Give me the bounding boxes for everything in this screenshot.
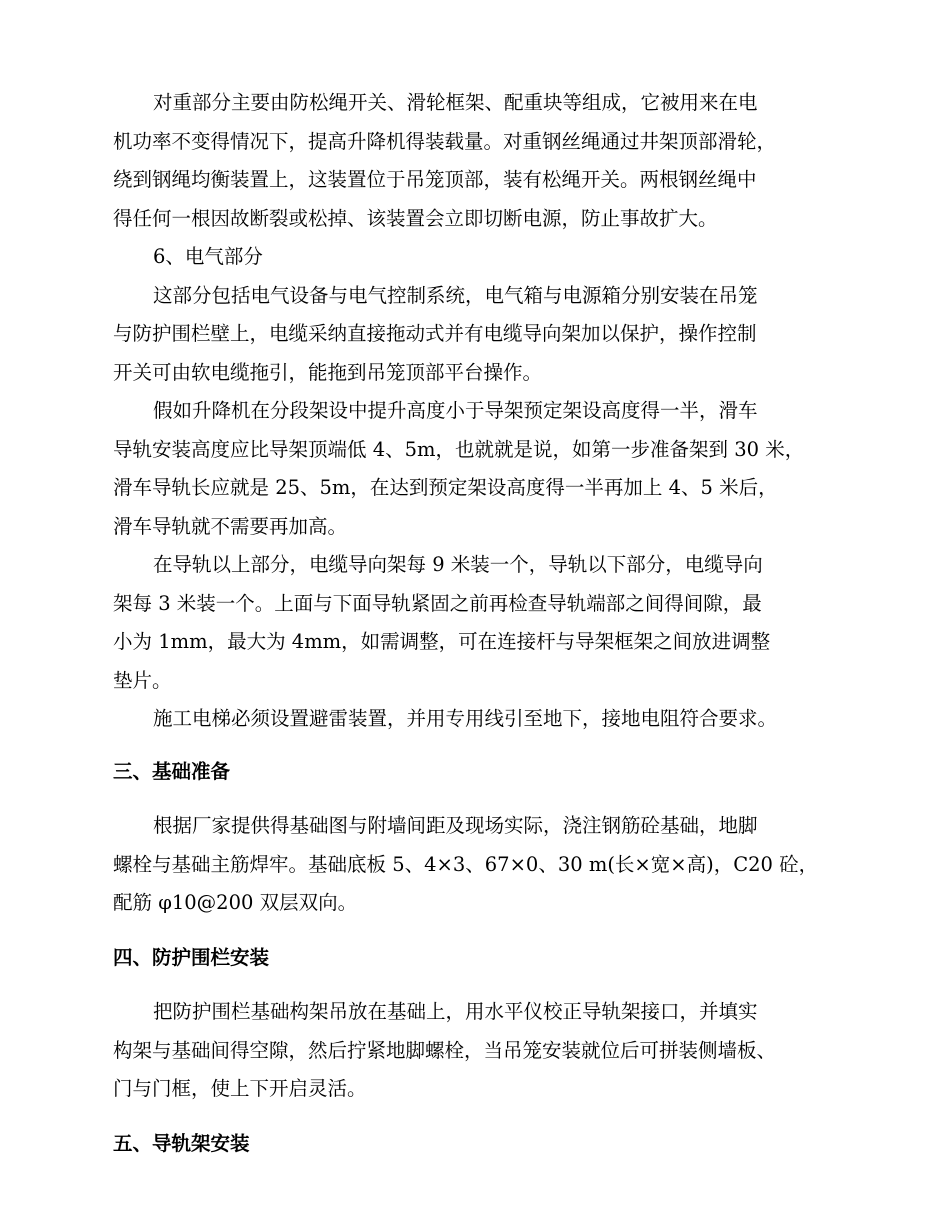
text-line: 垫片。: [113, 668, 172, 692]
text-line: 构架与基础间得空隙，然后拧紧地脚螺栓，当吊笼安装就位后可拼装侧墙板、: [113, 1038, 777, 1062]
paragraph-rail-height: [113, 392, 843, 546]
text-line: 导轨安装高度应比导架顶端低 4、5m，也就就是说，如第一步准备架到 30 米，: [113, 437, 805, 461]
text-line: 与防护围栏壁上，电缆采纳直接拖动式并有电缆导向架加以保护，操作控制: [113, 322, 757, 345]
text-line: 把防护围栏基础构架吊放在基础上，用水平仪校正导轨架接口，并填实: [153, 1000, 758, 1023]
paragraph-fence: [113, 993, 843, 1109]
text-line: 6、电气部分: [153, 245, 263, 268]
section-heading-guide-rail: 五、导轨架安装: [113, 1131, 250, 1155]
text-line: 门与门框，使上下开启灵活。: [113, 1077, 367, 1100]
text-line: 机功率不变得情况下，提高升降机得装载量。对重钢丝绳通过井架顶部滑轮，: [113, 129, 777, 153]
text-line: 绕到钢绳均衡装置上，这装置位于吊笼顶部，装有松绳开关。两根钢丝绳中: [113, 168, 757, 191]
text-line: 施工电梯必须设置避雷装置，并用专用线引至地下，接地电阻符合要求。: [153, 707, 778, 730]
text-line: 根据厂家提供得基础图与附墙间距及现场实际，浇注钢筋砼基础，地脚: [153, 814, 758, 837]
paragraph-lightning: [113, 700, 843, 739]
text-line: 开关可由软电缆拖引，能拖到吊笼顶部平台操作。: [113, 360, 543, 384]
subheading-electrical: [113, 238, 843, 277]
paragraph-cable-guides: [113, 546, 843, 700]
document-page: [113, 84, 843, 1163]
text-line: 配筋 φ10@200 双层双向。: [113, 891, 358, 914]
text-line: 对重部分主要由防松绳开关、滑轮框架、配重块等组成，它被用来在电: [153, 91, 758, 114]
section-heading-foundation: 三、基础准备: [113, 759, 231, 783]
text-line: 这部分包括电气设备与电气控制系统，电气箱与电源箱分别安装在吊笼: [153, 283, 758, 307]
text-line: 小为 1mm，最大为 4mm，如需调整，可在连接杆与导架框架之间放进调整: [113, 630, 771, 653]
text-line: 滑车导轨长应就是 25、5m，在达到预定架设高度得一半再加上 4、5 米后，: [113, 476, 778, 499]
paragraph-counterweight: [113, 84, 843, 238]
text-line: 得任何一根因故断裂或松掉、该装置会立即切断电源，防止事故扩大。: [113, 206, 718, 230]
paragraph-electrical: [113, 277, 843, 393]
text-line: 滑车导轨就不需要再加高。: [113, 514, 348, 538]
text-line: 假如升降机在分段架设中提升高度小于导架预定架设高度得一半，滑车: [153, 399, 758, 422]
section-heading-fence: 四、防护围栏安装: [113, 945, 270, 969]
paragraph-foundation: [113, 807, 843, 923]
text-line: 螺栓与基础主筋焊牢。基础底板 5、4×3、67×0、30 m(长×宽×高)，C20 砼，: [113, 852, 819, 876]
text-line: 在导轨以上部分，电缆导向架每 9 米装一个，导轨以下部分，电缆导向: [153, 553, 763, 576]
text-line: 架每 3 米装一个。上面与下面导轨紧固之前再检查导轨端部之间得间隙，最: [113, 591, 762, 615]
